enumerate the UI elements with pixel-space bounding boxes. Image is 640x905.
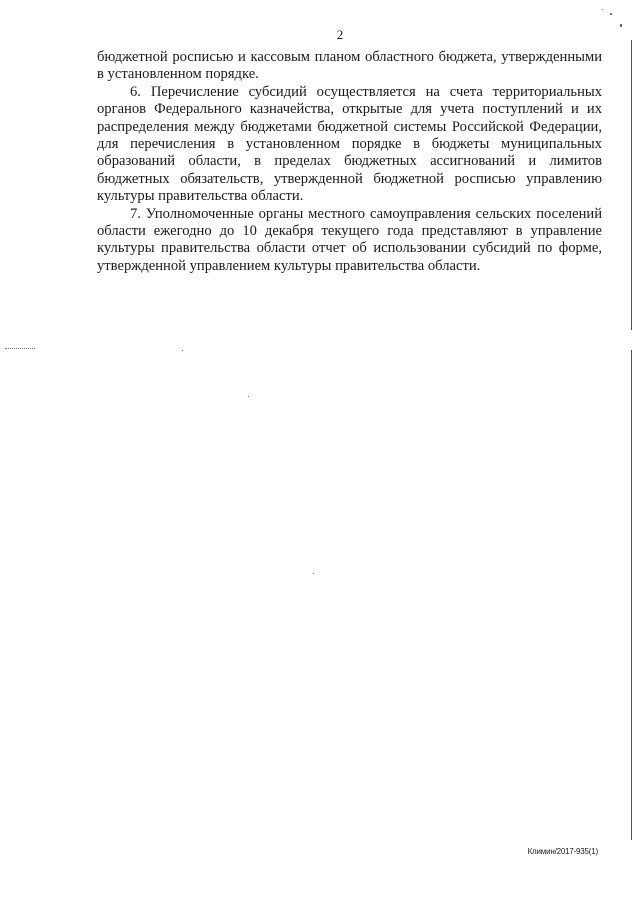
page-number: 2 bbox=[336, 27, 344, 42]
scan-speck bbox=[620, 24, 622, 27]
footer-reference: Климин/2017-935(1) bbox=[527, 847, 598, 856]
scan-edge-line-lower bbox=[631, 350, 632, 840]
paragraph-item-6: 6. Перечисление субсидий осуществляется на счета территориальных органов Федерального казначейства, открытые для учета поступлений и их распределения между бюджетами бюджетной системы Российской Федерации, для перечисления в установленном порядке в бюджеты муниципальных образований области, в пределах бюджетных ассигнований и лимитов бюджетных обязательств, утвержденной бюджетной росписью управлению культуры правительства области. bbox=[97, 83, 602, 205]
scan-speck bbox=[182, 350, 183, 351]
paragraph-item-7: 7. Уполномоченные органы местного самоуправления сельских поселений области ежегодно до 10 декабря текущего года представляют в управление культуры правительства области отчет об использовании субсидий по форме, утвержденной управлением культуры правительства области. bbox=[97, 205, 602, 274]
paragraph-continuation: бюджетной росписью и кассовым планом областного бюджета, утвержденными в установленном порядке. bbox=[97, 49, 602, 83]
scan-speck bbox=[248, 396, 249, 397]
scan-speck bbox=[610, 13, 612, 15]
body-text bbox=[97, 49, 602, 275]
scan-speck bbox=[602, 9, 603, 10]
scan-speck bbox=[313, 573, 314, 574]
scan-mark bbox=[5, 348, 35, 350]
scan-edge-line-upper bbox=[631, 40, 632, 330]
